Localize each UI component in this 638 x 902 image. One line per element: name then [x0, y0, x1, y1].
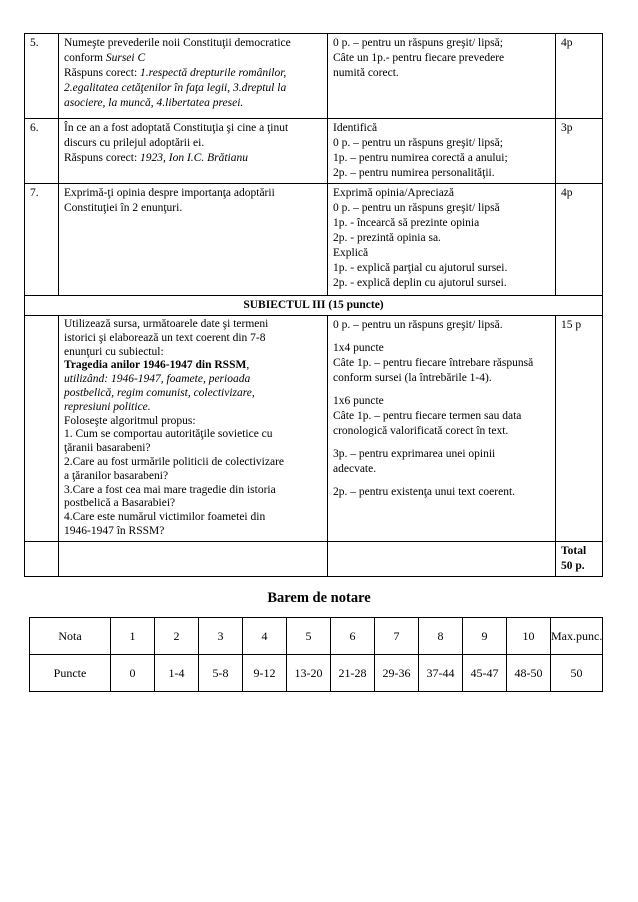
- criteria-line: Câte un 1p.- pentru fiecare prevedere: [333, 52, 505, 64]
- grade-cell: 2: [155, 618, 199, 655]
- points-range-cell: 48-50: [507, 655, 551, 692]
- task-cell: [59, 316, 328, 542]
- task-line: 2.Care au fost urmările politicii de colectivizare: [64, 455, 285, 468]
- task-line: istorici şi elaborează un text coerent din 7-8: [64, 331, 266, 344]
- points-range-cell: 37-44: [419, 655, 463, 692]
- total-row: [25, 541, 603, 576]
- points-range-cell: 5-8: [199, 655, 243, 692]
- points-range-cell: 13-20: [287, 655, 331, 692]
- table-row: [25, 119, 603, 184]
- criteria-line: adecvate.: [333, 463, 377, 475]
- criteria-line: 0 p. – pentru un răspuns greşit/ lipsă.: [333, 319, 503, 331]
- criteria-line: Identifică: [333, 122, 378, 134]
- criteria-line: Câte 1p. – pentru fiecare termen sau data: [333, 410, 522, 422]
- answer-line: 1.respectă drepturile românilor,: [140, 67, 287, 79]
- task-line: postbelică, regim comunist, colectivizare,: [64, 386, 255, 399]
- answer-label: Răspuns corect:: [64, 152, 141, 164]
- grade-row-label: Nota: [30, 618, 111, 655]
- grade-cell: 4: [243, 618, 287, 655]
- criteria-line: Explică: [333, 247, 369, 259]
- grade-row: [30, 618, 603, 655]
- criteria-line: 1p. - încearcă să prezinte opinia: [333, 217, 480, 229]
- criteria-cell: [328, 34, 556, 119]
- criteria-line: 1p. - explică parţial cu ajutorul sursei.: [333, 262, 508, 274]
- task-line: Numeşte prevederile noii Constituţii democratice: [64, 37, 291, 49]
- criteria-line: 0 p. – pentru un răspuns greşit/ lipsă;: [333, 37, 503, 49]
- row-number: [25, 316, 59, 542]
- criteria-cell: [328, 316, 556, 542]
- total-cell: [556, 541, 603, 576]
- grade-cell: 6: [331, 618, 375, 655]
- grade-cell: 5: [287, 618, 331, 655]
- task-line: ţăranii basarabeni?: [64, 442, 151, 455]
- task-source: Sursei C: [105, 52, 146, 64]
- table-row: [25, 34, 603, 119]
- task-line: utilizând: 1946-1947, foamete, perioada: [64, 373, 251, 386]
- criteria-cell: [328, 119, 556, 184]
- task-cell: [59, 119, 328, 184]
- task-line: Foloseşte algoritmul propus:: [64, 414, 196, 427]
- criteria-line: 2p. - prezintă opinia sa.: [333, 232, 441, 244]
- criteria-cell: [328, 184, 556, 296]
- row-number: 7.: [25, 184, 59, 296]
- grade-cell: 9: [463, 618, 507, 655]
- criteria-line: 0 p. – pentru un răspuns greşit/ lipsă: [333, 202, 500, 214]
- criteria-line: numită corect.: [333, 67, 399, 79]
- total-value: 50 p.: [561, 559, 585, 572]
- points-range-cell: 1-4: [155, 655, 199, 692]
- task-line: Constituţiei în 2 enunţuri.: [64, 202, 183, 214]
- task-cell: [59, 34, 328, 119]
- task-cell: [59, 184, 328, 296]
- criteria-line: Exprimă opinia/Apreciază: [333, 187, 455, 199]
- task-line: discurs cu prilejul adoptării ei.: [64, 137, 205, 149]
- task-line: Utilizează sursa, următoarele date şi termeni: [64, 318, 269, 330]
- criteria-line: cronologică valorificată corect în text.: [333, 425, 509, 437]
- row-number: 5.: [25, 34, 59, 119]
- points-range-cell: 9-12: [243, 655, 287, 692]
- answer-line: 1923, Ion I.C. Brătianu: [140, 152, 248, 164]
- points-range-cell: 29-36: [375, 655, 419, 692]
- task-line: enunţuri cu subiectul:: [64, 345, 164, 358]
- criteria-line: 2p. - explică deplin cu ajutorul sursei.: [333, 277, 507, 289]
- points-range-cell: 50: [551, 655, 603, 692]
- criteria-line: 1p. – pentru numirea corectă a anului;: [333, 152, 508, 164]
- table-row: [25, 184, 603, 296]
- criteria-line: 1x4 puncte: [333, 342, 384, 354]
- section-heading: SUBIECTUL III (15 puncte): [25, 296, 603, 316]
- criteria-line: 1x6 puncte: [333, 395, 384, 407]
- row-number: 6.: [25, 119, 59, 184]
- table-row: [25, 316, 603, 542]
- points-cell: 4p: [556, 184, 603, 296]
- essay-subject: Tragedia anilor 1946-1947 din RSSM: [64, 359, 247, 372]
- task-line: 1. Cum se comportau autorităţile sovietice cu: [64, 428, 273, 441]
- task-line: a ţăranilor basarabeni?: [64, 469, 169, 482]
- task-line: Exprimă-ţi opinia despre importanţa adoptării: [64, 187, 275, 199]
- total-label: Total: [561, 544, 587, 557]
- task-line: În ce an a fost adoptată Constituţia şi cine a ţinut: [64, 122, 289, 134]
- section-row: [25, 296, 603, 316]
- criteria-line: conform sursei (la întrebările 1-4).: [333, 372, 492, 384]
- answer-line: asociere, la muncă, 4.libertatea presei.: [64, 97, 244, 109]
- barem-table: [29, 617, 603, 692]
- grade-cell: 7: [375, 618, 419, 655]
- points-cell: 3p: [556, 119, 603, 184]
- task-line: postbelică a Basarabiei?: [64, 497, 176, 510]
- points-cell: 4p: [556, 34, 603, 119]
- criteria-line: 2p. – pentru numirea personalităţii.: [333, 167, 495, 179]
- grade-cell: Max.punc.: [551, 618, 603, 655]
- task-line: 1946-1947 în RSSM?: [64, 524, 165, 537]
- criteria-line: 0 p. – pentru un răspuns greşit/ lipsă;: [333, 137, 503, 149]
- criteria-line: Câte 1p. – pentru fiecare întrebare răspunsă: [333, 357, 534, 369]
- task-line: 3.Care a fost cea mai mare tragedie din istoria: [64, 483, 276, 496]
- answer-line: 2.egalitatea cetăţenilor în faţa legii, 3.dreptul la: [64, 82, 287, 94]
- barem-title: Barem de notare: [267, 590, 371, 606]
- essay-subject-comma: ,: [246, 359, 250, 372]
- points-row: [30, 655, 603, 692]
- task-line: 4.Care este numărul victimilor foametei din: [64, 511, 266, 524]
- points-range-cell: 0: [111, 655, 155, 692]
- grade-cell: 10: [507, 618, 551, 655]
- grade-cell: 3: [199, 618, 243, 655]
- answer-label: Răspuns corect:: [64, 67, 141, 79]
- grading-table: [24, 33, 603, 577]
- points-row-label: Puncte: [30, 655, 111, 692]
- criteria-line: 3p. – pentru exprimarea unei opinii: [333, 448, 496, 460]
- grade-cell: 8: [419, 618, 463, 655]
- points-cell: 15 p: [556, 316, 603, 542]
- grade-cell: 1: [111, 618, 155, 655]
- task-line: conform: [64, 52, 106, 64]
- criteria-line: 2p. – pentru existenţa unui text coerent.: [333, 486, 516, 498]
- points-range-cell: 21-28: [331, 655, 375, 692]
- task-line: represiuni politice.: [64, 400, 151, 413]
- points-range-cell: 45-47: [463, 655, 507, 692]
